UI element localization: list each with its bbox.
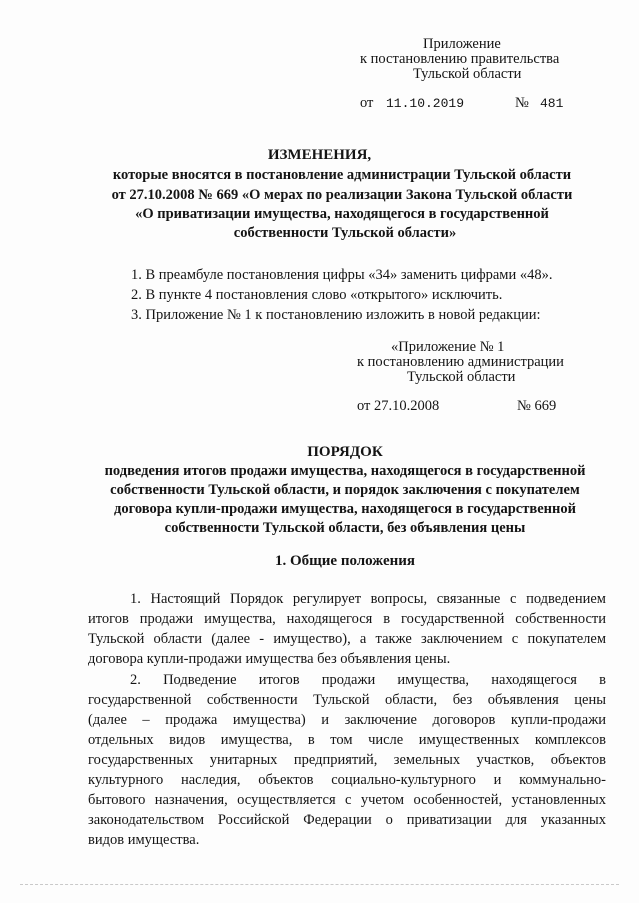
paragraph-line: культурного наследия, объектов социально-культурного и коммунально- — [88, 772, 606, 788]
paragraph-line: договора купли-продажи имущества без объявления цены. — [88, 651, 451, 667]
document-number: 481 — [540, 96, 564, 111]
paragraph-line: (далее – продажа имущества) и заключение договоров купли-продажи — [88, 712, 606, 728]
procedure-title-line: собственности Тульской области, без объявления цены — [164, 520, 526, 536]
main-title-line: от 27.10.2008 № 669 «О мерах по реализации Закона Тульской области — [111, 187, 573, 203]
date-prefix: от — [360, 95, 374, 111]
main-title-line: которые вносятся в постановление администрации Тульской области — [112, 167, 572, 183]
main-title-line: собственности Тульской области» — [233, 225, 457, 241]
paragraph-line: 2. Подведение итогов продажи имущества, находящегося в — [130, 672, 606, 688]
paragraph-line: Тульской области (далее - имущество), а также заключением с покупателем — [88, 631, 606, 647]
amendment-item: 1. В преамбуле постановления цифры «34» заменить цифрами «48». — [131, 267, 553, 283]
scan-edge-divider — [20, 884, 619, 885]
main-title-heading: ИЗМЕНЕНИЯ, — [267, 147, 372, 163]
procedure-title-line: подведения итогов продажи имущества, находящегося в государственной — [104, 463, 586, 479]
inner-date: от 27.10.2008 — [357, 398, 440, 414]
main-title-line: «О приватизации имущества, находящегося в государственной — [135, 206, 549, 222]
appendix-label: Приложение — [423, 36, 501, 52]
number-sign: № — [515, 95, 529, 111]
procedure-heading: ПОРЯДОК — [307, 444, 383, 460]
amendment-item: 2. В пункте 4 постановления слово «открытого» исключить. — [131, 287, 503, 303]
paragraph-line: видов имущества. — [88, 832, 200, 848]
paragraph-line: государственных унитарных предприятий, земельных участков, объектов — [88, 752, 606, 768]
appendix-reference: к постановлению правительства — [360, 51, 560, 67]
document-date: 11.10.2019 — [386, 96, 465, 111]
appendix-region: Тульской области — [413, 66, 522, 82]
inner-number: № 669 — [517, 398, 557, 414]
section-title: 1. Общие положения — [274, 553, 416, 569]
amendment-item: 3. Приложение № 1 к постановлению изложить в новой редакции: — [131, 307, 541, 323]
paragraph-line: итогов продажи имущества, находящегося в государственной собственности — [88, 611, 606, 627]
paragraph-line: законодательством Российской Федерации о приватизации для указанных — [88, 812, 606, 828]
paragraph-line: государственной собственности Тульской области, без объявления цены — [88, 692, 606, 708]
paragraph-line: 1. Настоящий Порядок регулирует вопросы, связанные с подведением — [130, 591, 606, 607]
paragraph-line: бытового назначения, осуществляется с учетом особенностей, установленных — [88, 792, 606, 808]
procedure-title-line: договора купли-продажи имущества, находящегося в государственной — [114, 501, 576, 517]
inner-appendix-region: Тульской области — [407, 369, 516, 385]
procedure-title-line: собственности Тульской области, и порядок заключения с покупателем — [110, 482, 580, 498]
inner-appendix-label: «Приложение № 1 — [391, 339, 505, 355]
paragraph-line: отдельных видов имущества, в том числе имущественных комплексов — [88, 732, 606, 748]
inner-appendix-reference: к постановлению администрации — [357, 354, 564, 370]
